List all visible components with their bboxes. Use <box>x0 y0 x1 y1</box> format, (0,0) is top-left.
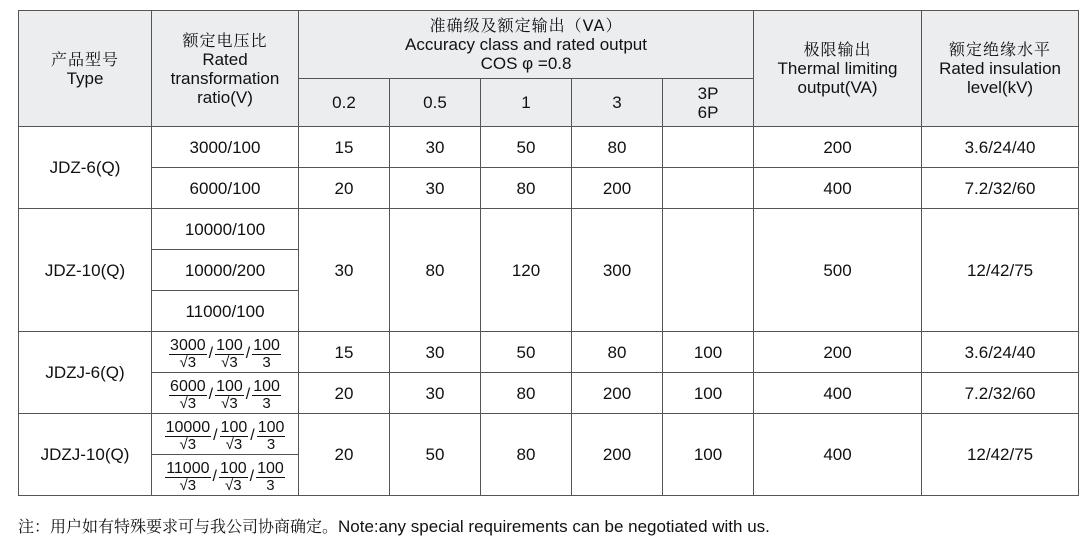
header-thermal-en-2: output(VA) <box>797 78 878 97</box>
header-type-en: Type <box>66 68 104 88</box>
class-header-6p: 6P <box>697 102 719 122</box>
type-cell: JDZJ-6(Q) <box>19 332 152 414</box>
value-cell: 80 <box>481 168 572 209</box>
ratio-cell: 3000/100 <box>152 127 299 168</box>
fraction-slash: / <box>213 427 218 444</box>
value-cell: 100 <box>663 332 754 373</box>
ratio-fraction-cell <box>152 373 299 414</box>
value-cell: 80 <box>481 373 572 414</box>
value-cell: 200 <box>572 373 663 414</box>
insulation-cell: 12/42/75 <box>922 209 1079 332</box>
type-cell: JDZ-6(Q) <box>19 127 152 209</box>
ratio-fraction-cell <box>152 414 299 455</box>
thermal-cell: 200 <box>754 127 922 168</box>
ratio-fraction <box>165 461 285 493</box>
fraction-numerator: 10000 <box>165 418 211 436</box>
type-cell: JDZJ-10(Q) <box>19 414 152 496</box>
class-header-3: 3 <box>572 79 663 127</box>
header-ratio-en-3: ratio(V) <box>197 87 253 107</box>
value-cell: 50 <box>481 127 572 168</box>
type-cell: JDZ-10(Q) <box>19 209 152 332</box>
value-cell: 15 <box>299 127 390 168</box>
fraction-slash: / <box>208 386 214 403</box>
value-cell: 50 <box>390 414 481 496</box>
value-cell: 80 <box>390 209 481 332</box>
fraction-denominator: 3 <box>262 394 271 412</box>
fraction-denominator: √3 <box>225 476 242 494</box>
table-row <box>19 332 1079 373</box>
fraction-denominator: √3 <box>221 353 238 371</box>
fraction-denominator: √3 <box>179 353 197 371</box>
footnote <box>18 514 770 537</box>
header-accuracy-cos: COS φ =0.8 <box>480 54 572 73</box>
insulation-cell: 3.6/24/40 <box>922 332 1079 373</box>
table-row <box>19 168 1079 209</box>
footnote-cn: 注：用户如有特殊要求可与我公司协商确定。 <box>18 517 339 536</box>
header-thermal-en-1: Thermal limiting <box>777 59 898 78</box>
class-header-0-2: 0.2 <box>299 79 390 127</box>
thermal-cell: 200 <box>754 332 922 373</box>
value-cell: 30 <box>390 127 481 168</box>
insulation-cell: 12/42/75 <box>922 414 1079 496</box>
value-cell: 20 <box>299 373 390 414</box>
header-ratio-cn: 额定电压比 <box>182 30 268 50</box>
header-thermal <box>754 11 922 127</box>
header-accuracy-en: Accuracy class and rated output <box>405 35 647 54</box>
thermal-cell: 400 <box>754 414 922 496</box>
footnote-en: Note:any special requirements can be negotiated with us. <box>338 517 770 536</box>
fraction-denominator: 3 <box>262 353 271 371</box>
class-header-3p: 3P <box>697 83 719 103</box>
ratio-cell: 10000/100 <box>152 209 299 250</box>
header-insulation-cn: 额定绝缘水平 <box>949 40 1052 59</box>
fraction-denominator: √3 <box>179 435 197 453</box>
value-cell: 20 <box>299 168 390 209</box>
table-row <box>19 209 1079 250</box>
class-header-3p-6p <box>663 79 754 127</box>
thermal-cell: 400 <box>754 168 922 209</box>
table-row <box>19 127 1079 168</box>
insulation-cell: 7.2/32/60 <box>922 373 1079 414</box>
value-cell: 50 <box>481 332 572 373</box>
fraction-denominator: 3 <box>266 476 275 494</box>
fraction-numerator: 100 <box>253 377 280 395</box>
fraction-numerator: 100 <box>257 418 285 436</box>
fraction-numerator: 100 <box>220 418 248 436</box>
fraction-slash: / <box>208 345 214 362</box>
ratio-fraction-cell <box>152 455 299 496</box>
spec-table <box>18 10 1079 496</box>
thermal-cell: 400 <box>754 373 922 414</box>
fraction-denominator: √3 <box>225 435 243 453</box>
ratio-fraction-cell <box>152 332 299 373</box>
value-cell: 20 <box>299 414 390 496</box>
fraction-numerator: 11000 <box>166 459 210 477</box>
ratio-cell: 11000/100 <box>152 291 299 332</box>
value-cell: 30 <box>390 373 481 414</box>
value-cell: 200 <box>572 414 663 496</box>
fraction-numerator: 3000 <box>170 336 206 354</box>
ratio-fraction <box>169 379 281 411</box>
value-cell: 100 <box>663 414 754 496</box>
table-row <box>19 414 1079 455</box>
class-header-1: 1 <box>481 79 572 127</box>
fraction-denominator: √3 <box>179 476 197 494</box>
value-cell: 80 <box>572 332 663 373</box>
value-cell: 30 <box>299 209 390 332</box>
header-ratio-en-2: transformation <box>170 68 280 88</box>
fraction-denominator: √3 <box>221 394 238 412</box>
header-thermal-cn: 极限输出 <box>803 40 872 59</box>
fraction-slash: / <box>245 345 251 362</box>
ratio-cell: 6000/100 <box>152 168 299 209</box>
table-row <box>19 373 1079 414</box>
fraction-denominator: 3 <box>266 435 276 453</box>
value-cell <box>663 168 754 209</box>
class-header-0-5: 0.5 <box>390 79 481 127</box>
header-type-cn: 产品型号 <box>50 49 119 69</box>
header-ratio <box>152 11 299 127</box>
fraction-numerator: 100 <box>219 459 247 477</box>
header-type <box>19 11 152 127</box>
header-insulation-en-1: Rated insulation <box>939 59 1061 78</box>
header-insulation <box>922 11 1079 127</box>
value-cell: 120 <box>481 209 572 332</box>
fraction-numerator: 6000 <box>170 377 206 395</box>
fraction-numerator: 100 <box>216 377 243 395</box>
insulation-cell: 7.2/32/60 <box>922 168 1079 209</box>
fraction-numerator: 100 <box>216 336 243 354</box>
value-cell: 30 <box>390 168 481 209</box>
header-accuracy-cn: 准确级及额定输出（VA） <box>429 16 623 35</box>
header-insulation-en-2: level(kV) <box>966 78 1034 97</box>
fraction-slash: / <box>245 386 251 403</box>
fraction-numerator: 100 <box>253 336 280 354</box>
value-cell: 15 <box>299 332 390 373</box>
value-cell: 80 <box>572 127 663 168</box>
value-cell: 200 <box>572 168 663 209</box>
fraction-numerator: 100 <box>257 459 284 477</box>
value-cell: 80 <box>481 414 572 496</box>
fraction-slash: / <box>212 468 217 485</box>
fraction-slash: / <box>249 468 255 485</box>
value-cell: 300 <box>572 209 663 332</box>
ratio-cell: 10000/200 <box>152 250 299 291</box>
thermal-cell: 500 <box>754 209 922 332</box>
insulation-cell: 3.6/24/40 <box>922 127 1079 168</box>
fraction-denominator: √3 <box>179 394 197 412</box>
header-ratio-en-1: Rated <box>202 49 248 69</box>
value-cell <box>663 209 754 332</box>
value-cell: 30 <box>390 332 481 373</box>
value-cell: 100 <box>663 373 754 414</box>
ratio-fraction <box>169 338 281 370</box>
header-accuracy <box>299 11 754 79</box>
fraction-slash: / <box>250 427 255 444</box>
ratio-fraction <box>165 420 286 452</box>
value-cell <box>663 127 754 168</box>
